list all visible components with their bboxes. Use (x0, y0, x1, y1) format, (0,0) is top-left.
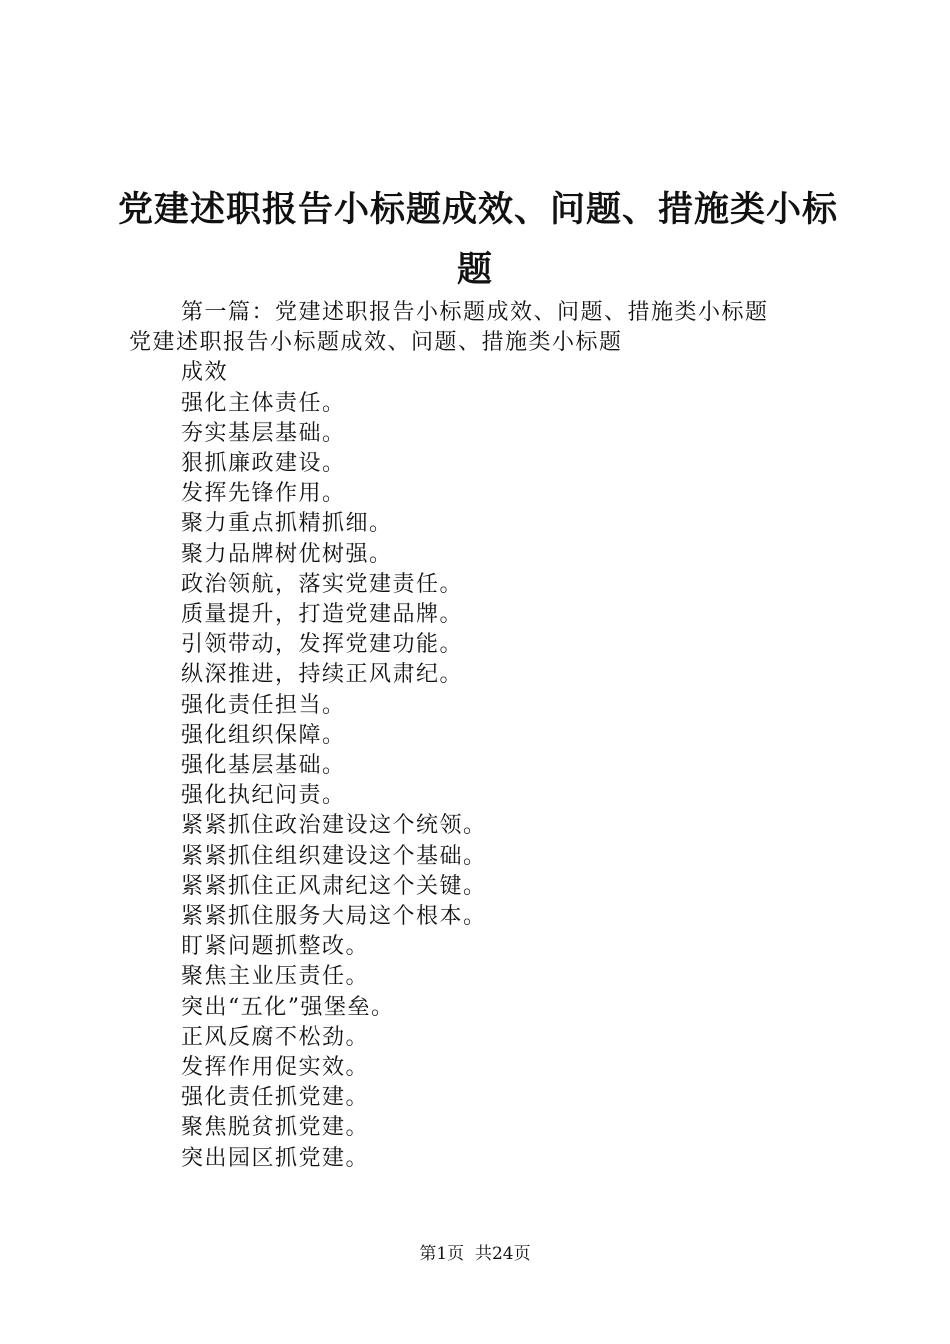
list-item: 狠抓廉政建设。 (181, 451, 346, 477)
list-item: 强化基层基础。 (181, 753, 346, 779)
title-line: 党建述职报告小标题成效、问题、措施类小标 (118, 189, 839, 230)
page-number: 第1页 共24页 (419, 1244, 531, 1264)
list-item: 突出园区抓党建。 (181, 1145, 370, 1171)
list-item: 紧紧抓住组织建设这个基础。 (181, 843, 487, 869)
list-item: 盯紧问题抓整改。 (181, 934, 370, 960)
list-item: 质量提升，打造党建品牌。 (181, 602, 464, 628)
list-item: 聚力重点抓精抓细。 (181, 511, 393, 537)
list-item: 纵深推进，持续正风肃纪。 (181, 662, 464, 688)
page-footer (0, 1242, 950, 1266)
list-item: 政治领航，落实党建责任。 (181, 571, 464, 597)
list-item: 成效 (181, 360, 229, 386)
list-item: 紧紧抓住政治建设这个统领。 (181, 813, 487, 839)
list-item: 强化主体责任。 (181, 390, 346, 416)
list-item: 发挥先锋作用。 (181, 481, 346, 507)
document-title (118, 180, 839, 300)
list-item: 聚焦脱贫抓党建。 (181, 1115, 370, 1141)
list-item: 强化责任抓党建。 (181, 1085, 370, 1111)
list-item: 夯实基层基础。 (181, 420, 346, 446)
list-item: 紧紧抓住服务大局这个根本。 (181, 904, 487, 930)
intro-paragraph: 第一篇：党建述职报告小标题成效、问题、措施类小标题 (181, 300, 769, 325)
document-body (129, 298, 839, 1174)
list-item: 聚力品牌树优树强。 (181, 541, 393, 567)
list-item: 强化执纪问责。 (181, 783, 346, 809)
list-item: 发挥作用促实效。 (181, 1055, 370, 1081)
list-item: 正风反腐不松劲。 (181, 1024, 370, 1050)
list-item: 引领带动，发挥党建功能。 (181, 632, 464, 658)
list-item: 紧紧抓住正风肃纪这个关键。 (181, 873, 487, 899)
list-item: 强化责任担当。 (181, 692, 346, 718)
intro-paragraph-continued: 党建述职报告小标题成效、问题、措施类小标题 (129, 330, 623, 356)
heading-list (129, 358, 839, 1173)
list-item: 突出“五化”强堡垒。 (181, 994, 395, 1020)
list-item: 强化组织保障。 (181, 722, 346, 748)
title-line: 题 (456, 249, 493, 290)
list-item: 聚焦主业压责任。 (181, 964, 370, 990)
